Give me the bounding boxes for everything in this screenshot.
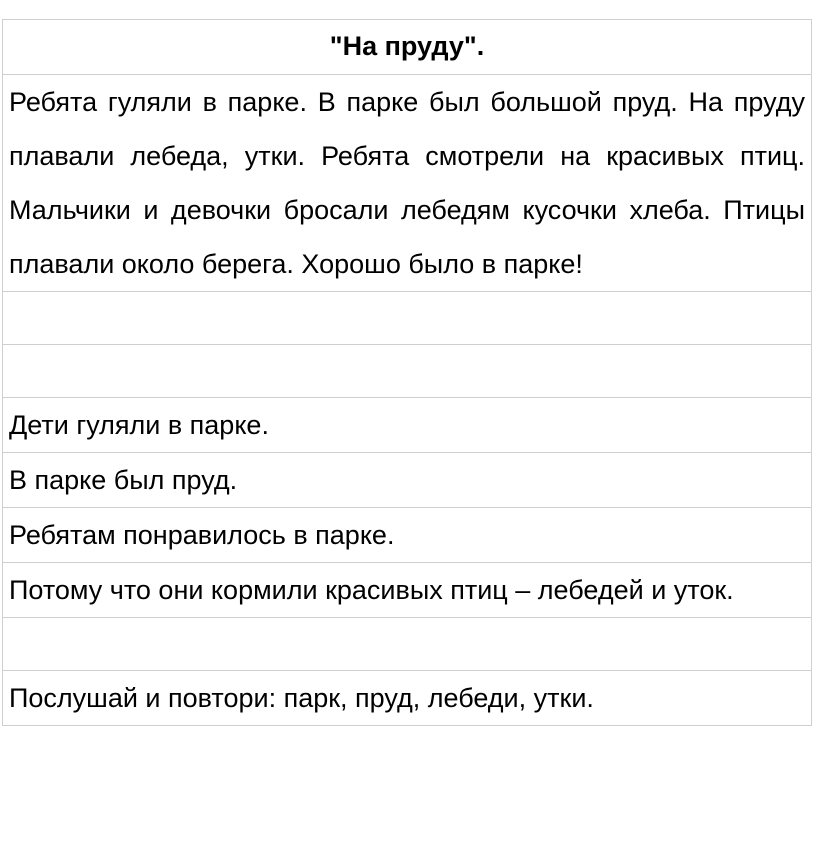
- instruction-row: Послушай и повтори: парк, пруд, лебеди, утки.: [3, 671, 812, 726]
- worksheet-table: [2, 19, 812, 726]
- story-text: [3, 75, 812, 292]
- answer-row: [3, 563, 812, 618]
- answer-text: Потому что они кормили красивых птиц – лебедей и уток.: [9, 575, 734, 605]
- worksheet-title: "На пруду".: [3, 20, 812, 75]
- answer-row: Ребятам понравилось в парке.: [3, 508, 812, 563]
- answer-row: В парке был пруд.: [3, 453, 812, 508]
- empty-row: [3, 292, 812, 345]
- story-paragraph: Ребята гуляли в парке. В парке был большой пруд. На пруду плавали лебеда, утки. Ребята смотрели на красивых птиц. Мальчики и девочки бросали лебедям кусочки хлеба. Птицы плавали около берега. Хорошо было в парке!: [9, 87, 805, 279]
- empty-row: [3, 618, 812, 671]
- answer-row: Дети гуляли в парке.: [3, 398, 812, 453]
- empty-row: [3, 345, 812, 398]
